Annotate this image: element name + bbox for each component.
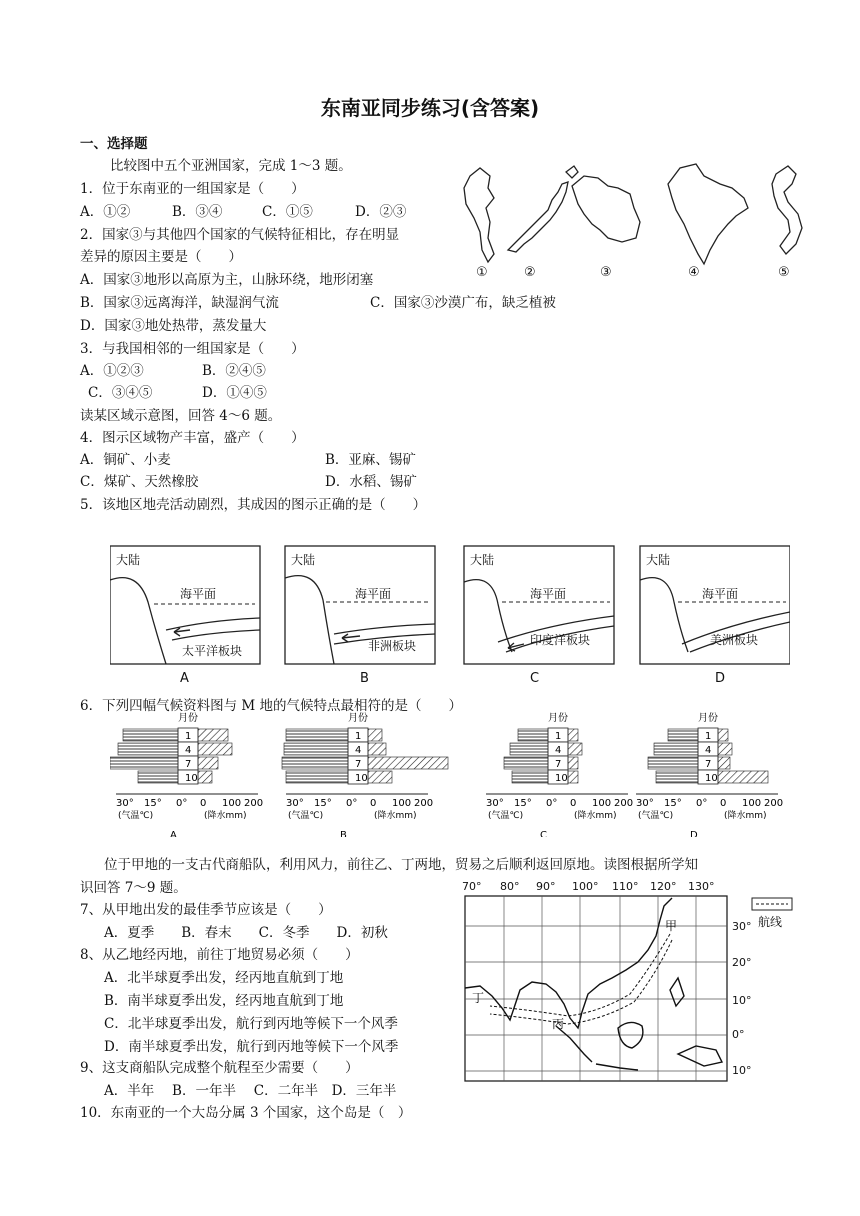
- climate-rain-tick-3-1: 100: [742, 798, 762, 809]
- q8-stem: 8、从乙地经丙地，前往丁地贸易必须（ ）: [80, 947, 359, 963]
- q8-option-d: D．南半球夏季出发，航行到丙地等候下一个风季: [104, 1039, 399, 1055]
- route-line-2: [490, 940, 672, 1024]
- map-label-bing: 丙: [552, 1017, 565, 1031]
- climate-temp-axis-label-3: (气温℃): [638, 811, 674, 821]
- climate-temp-bar-3-2: [648, 757, 698, 769]
- climate-rain-bar-0-2: [198, 757, 218, 769]
- plate-diagrams-figure: [110, 540, 790, 685]
- climate-month-label-0-0: 1: [185, 731, 192, 742]
- q2-option-d: D．国家③地处热带，蒸发量大: [80, 318, 267, 334]
- climate-temp-tick-2-2: 0°: [546, 798, 558, 809]
- plate-c-plate-name: 印度洋板块: [530, 633, 591, 647]
- philippines: [670, 978, 684, 1006]
- q1-option-c: C．①⑤: [262, 204, 313, 220]
- climate-temp-tick-1-1: 15°: [314, 798, 332, 809]
- q1-option-b: B．③④: [172, 204, 223, 220]
- q3-option-d: D．①④⑤: [202, 385, 267, 401]
- q10-stem: 10．东南亚的一个大岛分属 3 个国家，这个岛是（ ）: [80, 1105, 412, 1121]
- climate-rain-bar-0-1: [198, 743, 232, 755]
- climate-temp-tick-2-1: 15°: [514, 798, 532, 809]
- country-3-outline: [572, 176, 640, 242]
- climate-temp-tick-2-0: 30°: [486, 798, 504, 809]
- q8-option-a: A．北半球夏季出发，经丙地直航到丁地: [104, 970, 344, 986]
- climate-temp-axis-label-2: (气温℃): [488, 811, 524, 821]
- lat-label-10s: 10°: [732, 1064, 752, 1077]
- plate-b-sea-level: 海平面: [355, 587, 392, 601]
- climate-rain-bar-1-2: [368, 757, 448, 769]
- climate-temp-bar-0-2: [110, 757, 178, 769]
- climate-temp-bar-2-3: [512, 771, 548, 783]
- climate-rain-tick-3-2: 200: [764, 798, 784, 809]
- climate-month-label-2-1: 4: [555, 745, 562, 756]
- climate-month-header-1: 月份: [348, 713, 368, 724]
- climate-rain-axis-label-2: (降水mm): [574, 811, 617, 821]
- climate-rain-axis-label-3: (降水mm): [724, 811, 767, 821]
- section-heading: 一、选择题: [80, 136, 148, 152]
- lat-label-0: 0°: [732, 1028, 745, 1041]
- lat-label-30: 30°: [732, 920, 752, 933]
- q7-stem: 7、从甲地出发的最佳季节应该是（ ）: [80, 902, 332, 918]
- climate-rain-tick-2-2: 200: [614, 798, 634, 809]
- climate-temp-tick-3-2: 0°: [696, 798, 708, 809]
- climate-rain-bar-2-1: [568, 743, 582, 755]
- climate-temp-tick-0-1: 15°: [144, 798, 162, 809]
- new-guinea: [678, 1046, 722, 1066]
- plate-a-sea-level: 海平面: [180, 587, 217, 601]
- climate-temp-tick-3-0: 30°: [636, 798, 654, 809]
- plate-b-continent: 大陆: [291, 553, 316, 567]
- q2-option-b: B．国家③远离海洋，缺湿润气流: [80, 295, 279, 311]
- map-label-ding: 丁: [472, 991, 485, 1005]
- lon-label-120: 120°: [650, 880, 677, 893]
- plate-a-plate-name: 太平洋板块: [182, 644, 243, 658]
- climate-month-label-2-0: 1: [555, 731, 562, 742]
- climate-rain-tick-1-1: 100: [392, 798, 412, 809]
- q4-option-b: B．亚麻、锡矿: [325, 452, 416, 468]
- intro-3a: 位于甲地的一支古代商船队，利用风力，前往乙、丁两地，贸易之后顺利返回原地。读图根据所学知: [104, 857, 698, 873]
- plate-d-continent: 大陆: [646, 553, 671, 567]
- climate-temp-tick-0-2: 0°: [176, 798, 188, 809]
- climate-month-label-0-3: 10: [185, 773, 198, 784]
- q9-options: A．半年 B．一年半 C．二年半 D．三年半: [104, 1083, 397, 1099]
- climate-rain-bar-2-3: [568, 771, 578, 783]
- climate-letter-2: C: [540, 830, 547, 837]
- climate-letter-0: A: [170, 830, 177, 837]
- climate-rain-axis-label-1: (降水mm): [374, 811, 417, 821]
- climate-rain-bar-1-1: [368, 743, 386, 755]
- climate-rain-bar-3-0: [718, 729, 728, 741]
- climate-rain-tick-1-0: 0: [370, 798, 377, 809]
- plate-d-sea-level: 海平面: [702, 587, 739, 601]
- lat-label-10n: 10°: [732, 994, 752, 1007]
- climate-temp-bar-0-0: [123, 729, 178, 741]
- climate-rain-bar-0-0: [198, 729, 228, 741]
- climate-temp-tick-1-2: 0°: [346, 798, 358, 809]
- climate-month-label-0-1: 4: [185, 745, 192, 756]
- q3-option-a: A．①②③: [80, 363, 144, 379]
- q4-option-a: A．铜矿、小麦: [80, 452, 171, 468]
- climate-month-label-2-3: 10: [555, 773, 568, 784]
- plate-b-plate-name: 非洲板块: [368, 639, 417, 653]
- climate-temp-bar-2-2: [504, 757, 548, 769]
- legend-label: 航线: [758, 915, 783, 929]
- country-label-1: ①: [476, 265, 488, 280]
- climate-rain-tick-2-0: 0: [570, 798, 577, 809]
- climate-rain-axis-label-0: (降水mm): [204, 811, 247, 821]
- q9-stem: 9、这支商船队完成整个航程至少需要（ ）: [80, 1060, 359, 1076]
- intro-1: 比较图中五个亚洲国家，完成 1～3 题。: [110, 158, 352, 174]
- climate-month-label-1-3: 10: [355, 773, 368, 784]
- sumatra: [556, 1026, 592, 1062]
- lon-label-90: 90°: [536, 880, 556, 893]
- plate-a-continent: 大陆: [116, 553, 141, 567]
- climate-month-header-0: 月份: [178, 713, 198, 724]
- climate-rain-bar-3-1: [718, 743, 732, 755]
- climate-temp-bar-1-3: [286, 771, 348, 783]
- climate-month-header-3: 月份: [698, 713, 718, 724]
- climate-temp-bar-2-1: [510, 743, 548, 755]
- q1-option-d: D．②③: [355, 204, 407, 220]
- climate-rain-bar-3-2: [718, 757, 730, 769]
- climate-temp-axis-label-0: (气温℃): [118, 811, 154, 821]
- country-label-4: ④: [688, 265, 700, 280]
- climate-letter-1: B: [340, 830, 347, 837]
- q2-stem-2: 差异的原因主要是（ ）: [80, 249, 242, 265]
- plate-letter-d: D: [715, 671, 726, 685]
- climate-rain-bar-2-0: [568, 729, 578, 741]
- plate-c-continent: 大陆: [470, 553, 495, 567]
- climate-rain-tick-0-2: 200: [244, 798, 264, 809]
- climate-temp-tick-3-1: 15°: [664, 798, 682, 809]
- climate-rain-bar-0-3: [198, 771, 212, 783]
- climate-month-label-3-1: 4: [705, 745, 712, 756]
- q7-options: A．夏季 B．春末 C．冬季 D．初秋: [104, 925, 388, 941]
- q2-stem-1: 2．国家③与其他四个国家的气候特征相比，存在明显: [80, 227, 400, 243]
- q2-option-c: C．国家③沙漠广布，缺乏植被: [370, 295, 556, 311]
- climate-rain-tick-0-0: 0: [200, 798, 207, 809]
- q3-stem: 3．与我国相邻的一组国家是（ ）: [80, 341, 305, 357]
- climate-temp-tick-1-0: 30°: [286, 798, 304, 809]
- country-outlines-figure: [458, 158, 808, 283]
- climate-temp-bar-1-2: [282, 757, 348, 769]
- page-title: 东南亚同步练习(含答案): [320, 96, 540, 120]
- q2-option-a: A．国家③地形以高原为主，山脉环绕，地形闭塞: [80, 272, 374, 288]
- climate-month-label-0-2: 7: [185, 759, 192, 770]
- climate-charts-figure: [110, 712, 790, 837]
- intro-2: 读某区域示意图，回答 4～6 题。: [80, 408, 282, 424]
- q6-stem: 6．下列四幅气候资料图与 M 地的气候特点最相符的是（ ）: [80, 698, 462, 714]
- climate-rain-tick-1-2: 200: [414, 798, 434, 809]
- climate-month-label-2-2: 7: [555, 759, 562, 770]
- climate-temp-bar-0-3: [138, 771, 178, 783]
- q3-option-c: C．③④⑤: [88, 385, 153, 401]
- trade-route-map: [460, 878, 805, 1083]
- country-label-2: ②: [524, 265, 536, 280]
- lon-label-110: 110°: [612, 880, 639, 893]
- climate-month-label-3-0: 1: [705, 731, 712, 742]
- q1-stem: 1．位于东南亚的一组国家是（ ）: [80, 181, 305, 197]
- climate-month-label-1-2: 7: [355, 759, 362, 770]
- intro-3b: 识回答 7～9 题。: [80, 880, 187, 896]
- plate-letter-c: C: [530, 671, 540, 685]
- q1-option-a: A．①②: [80, 204, 131, 220]
- java: [596, 1064, 638, 1070]
- climate-temp-bar-1-1: [284, 743, 348, 755]
- climate-rain-bar-1-0: [368, 729, 382, 741]
- country-4-outline: [668, 164, 748, 264]
- climate-month-label-3-2: 7: [705, 759, 712, 770]
- climate-month-header-2: 月份: [548, 713, 568, 724]
- climate-rain-tick-2-1: 100: [592, 798, 612, 809]
- climate-temp-bar-1-0: [286, 729, 348, 741]
- plate-letter-b: B: [360, 671, 369, 685]
- climate-rain-bar-3-3: [718, 771, 768, 783]
- climate-letter-3: D: [690, 830, 698, 837]
- climate-temp-bar-2-0: [518, 729, 548, 741]
- country-1-outline: [464, 168, 494, 262]
- q4-stem: 4．图示区域物产丰富，盛产（ ）: [80, 430, 305, 446]
- country-label-5: ⑤: [778, 265, 790, 280]
- lon-label-130: 130°: [688, 880, 715, 893]
- climate-month-label-3-3: 10: [705, 773, 718, 784]
- climate-temp-axis-label-1: (气温℃): [288, 811, 324, 821]
- q4-option-c: C．煤矿、天然橡胶: [80, 474, 199, 490]
- climate-temp-bar-3-0: [668, 729, 698, 741]
- lat-label-20: 20°: [732, 956, 752, 969]
- climate-rain-bar-1-3: [368, 771, 392, 783]
- climate-month-label-1-1: 4: [355, 745, 362, 756]
- climate-temp-bar-0-1: [118, 743, 178, 755]
- lon-label-70: 70°: [462, 880, 482, 893]
- climate-rain-tick-0-1: 100: [222, 798, 242, 809]
- plate-letter-a: A: [180, 671, 189, 685]
- plate-c-sea-level: 海平面: [530, 587, 567, 601]
- climate-temp-bar-3-1: [654, 743, 698, 755]
- q8-option-c: C．北半球夏季出发，航行到丙地等候下一个风季: [104, 1016, 398, 1032]
- climate-temp-tick-0-0: 30°: [116, 798, 134, 809]
- lon-label-80: 80°: [500, 880, 520, 893]
- q4-option-d: D．水稻、锡矿: [325, 474, 417, 490]
- country-5-outline: [772, 166, 802, 254]
- climate-rain-tick-3-0: 0: [720, 798, 727, 809]
- climate-month-label-1-0: 1: [355, 731, 362, 742]
- q8-option-b: B．南半球夏季出发，经丙地直航到丁地: [104, 993, 344, 1009]
- climate-rain-bar-2-2: [568, 757, 578, 769]
- asia-coast: [465, 898, 672, 1028]
- q5-stem: 5．该地区地壳活动剧烈，其成因的图示正确的是（ ）: [80, 497, 427, 513]
- map-label-jia: 甲: [665, 919, 678, 933]
- plate-d-plate-name: 美洲板块: [710, 633, 759, 647]
- climate-temp-bar-3-3: [656, 771, 698, 783]
- q3-option-b: B．②④⑤: [202, 363, 266, 379]
- country-label-3: ③: [600, 265, 612, 280]
- country-2-outline: [508, 166, 578, 252]
- lon-label-100: 100°: [572, 880, 599, 893]
